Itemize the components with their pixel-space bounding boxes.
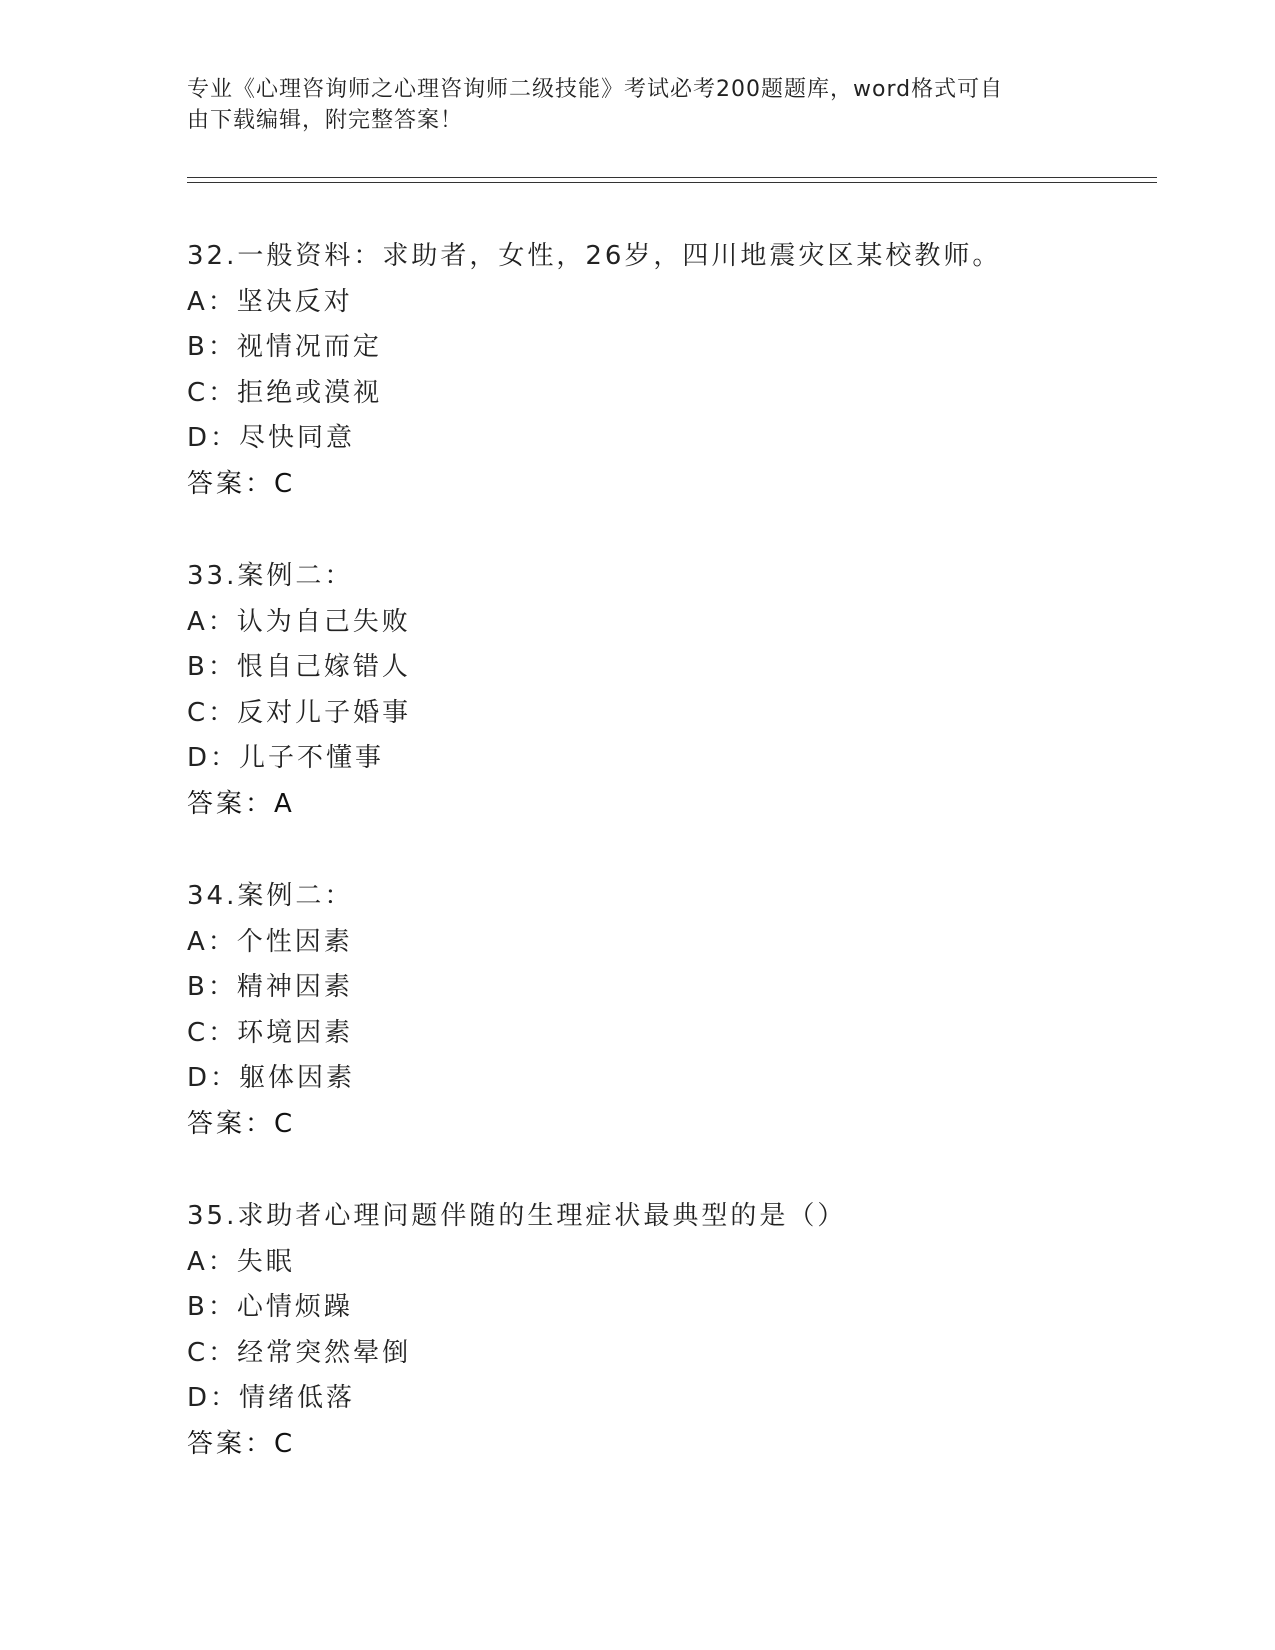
header-line-1: 专业《心理咨询师之心理咨询师二级技能》考试必考200题题库，word格式可自: [187, 77, 1004, 102]
option-a: A：个性因素: [187, 926, 353, 957]
option-b: B：精神因素: [187, 972, 353, 1002]
option-d: D：儿子不懂事: [187, 743, 385, 773]
option-b: B：恨自己嫁错人: [187, 652, 411, 682]
document-header: [187, 74, 1067, 136]
answer-line: 答案：C: [187, 1428, 296, 1459]
option-a: A：失眠: [187, 1246, 295, 1277]
question-title: 35.求助者心理问题伴随的生理症状最典型的是（）: [187, 1201, 847, 1231]
option-c: C：经常突然晕倒: [187, 1337, 412, 1368]
question-block: [187, 554, 1147, 827]
header-divider-top: [187, 177, 1157, 178]
question-block: [187, 234, 1147, 507]
answer-line: 答案：C: [187, 468, 296, 499]
option-c: C：反对儿子婚事: [187, 697, 412, 728]
option-c: C：环境因素: [187, 1017, 354, 1048]
option-a: A：坚决反对: [187, 286, 353, 317]
option-a: A：认为自己失败: [187, 606, 411, 637]
option-b: B：心情烦躁: [187, 1292, 353, 1322]
question-block: [187, 1194, 1147, 1467]
header-line-2: 由下载编辑，附完整答案！: [187, 108, 464, 133]
answer-line: 答案：A: [187, 788, 295, 819]
option-c: C：拒绝或漠视: [187, 377, 383, 408]
question-title: 34.案例二：: [187, 881, 354, 911]
question-block: [187, 874, 1147, 1147]
option-d: D：尽快同意: [187, 423, 356, 453]
question-title: 32.一般资料：求助者，女性，26岁，四川地震灾区某校教师。: [187, 241, 1002, 271]
option-d: D：情绪低落: [187, 1383, 356, 1413]
option-d: D：躯体因素: [187, 1063, 356, 1093]
header-divider-bottom: [187, 182, 1157, 183]
question-title: 33.案例二：: [187, 561, 354, 591]
answer-line: 答案：C: [187, 1108, 296, 1139]
option-b: B：视情况而定: [187, 332, 382, 362]
